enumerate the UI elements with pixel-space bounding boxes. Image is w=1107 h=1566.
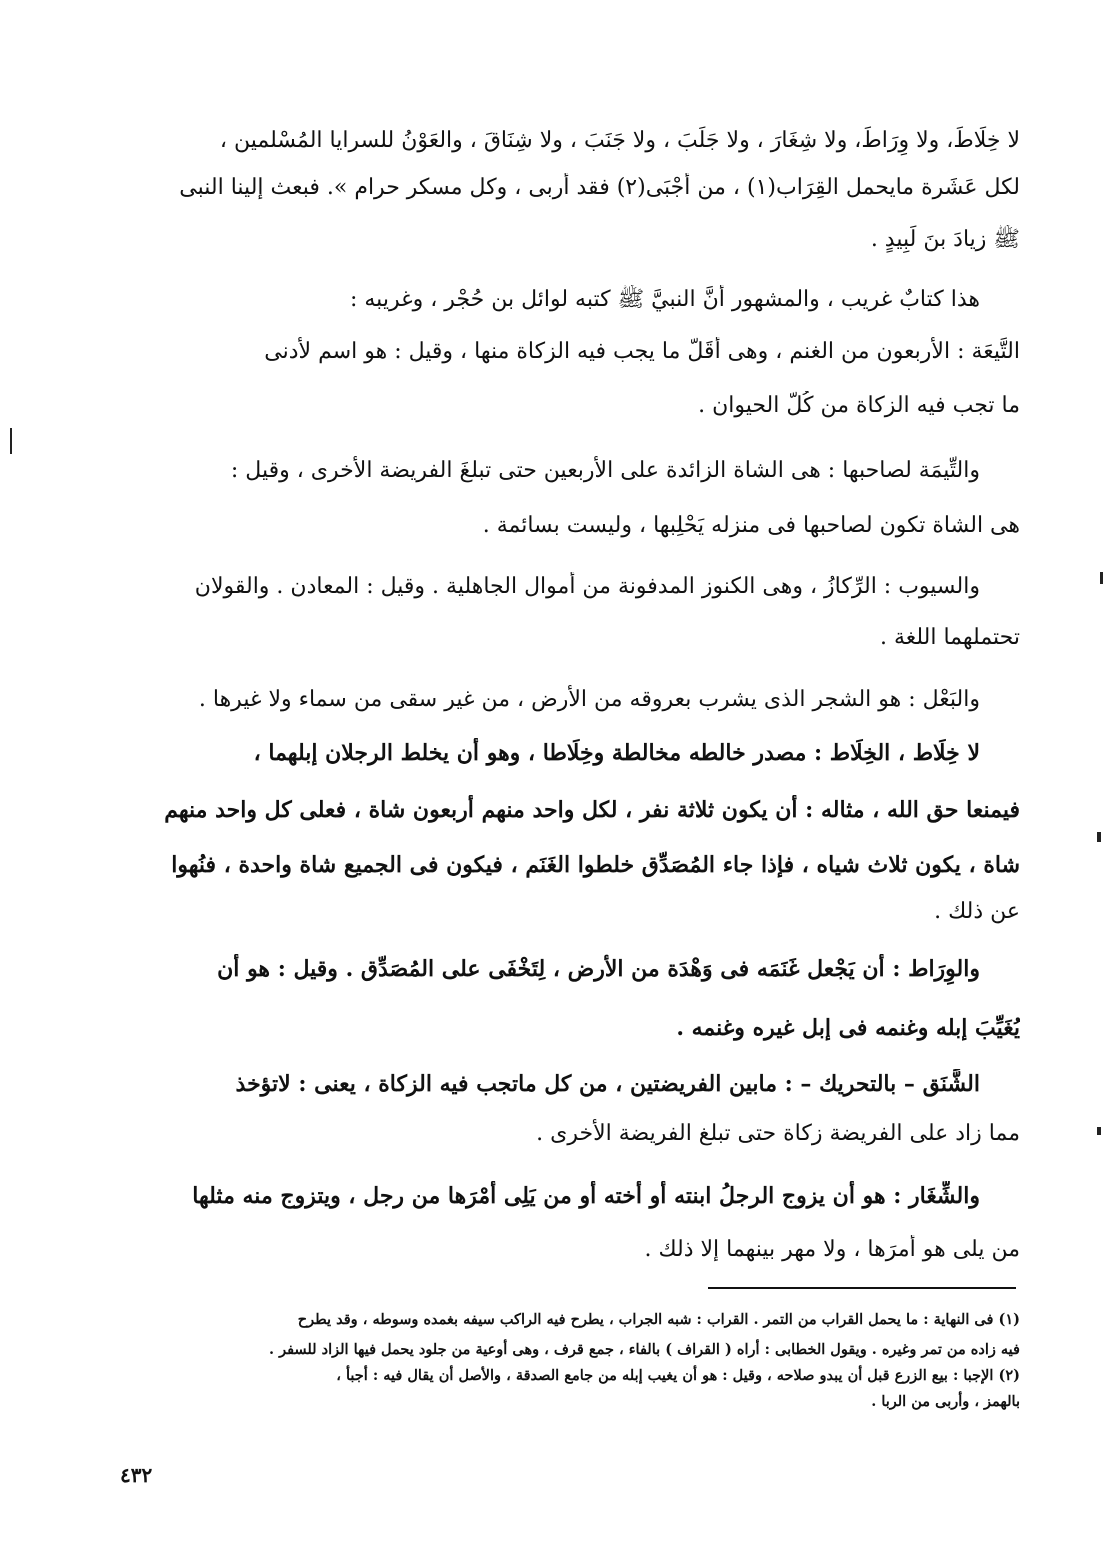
- text-line: هذا كتابٌ غريب ، والمشهور أنَّ النبيَّ ﷺ كتبه لوائل بن حُجْر ، وغريبه :: [349, 287, 980, 312]
- margin-mark: [1097, 1127, 1101, 1135]
- text-line: التَّيعَة : الأربعون من الغنم ، وهى أقَلّ ما يجب فيه الزكاة منها ، وقيل : هو اسم لأدنى: [264, 339, 1020, 364]
- footnote-divider: [708, 1287, 1016, 1289]
- text-line: فيمنعا حق الله ، مثاله : أن يكون ثلاثة نفر ، لكل واحد منهم أربعون شاة ، فعلى كل واحد منهم: [164, 797, 1020, 823]
- text-line: لا خِلَاط ، الخِلَاط : مصدر خالطه مخالطة وخِلَاطا ، وهو أن يخلط الرجلان إبلهما ،: [253, 740, 980, 766]
- text-line: شاة ، يكون ثلاث شياه ، فإذا جاء المُصَدِّق خلطوا الغَنَم ، فيكون فى الجميع شاة واحدة ، فنُهوا: [171, 852, 1020, 878]
- text-line: لكل عَشَرة مايحمل القِرَاب(١) ، من أجْبَى(٢) فقد أربى ، وكل مسكر حرام ». فبعث إلينا النبى: [179, 175, 1020, 200]
- footnote-line: بالهمز ، وأربى من الربا .: [871, 1393, 1020, 1410]
- page-number: ٤٣٢: [120, 1463, 153, 1487]
- footnote-line: (٢) الإجبا : بيع الزرع قبل أن يبدو صلاحه ، وقيل : هو أن يغيب إبله من جامع الصدقة ، والأصل أن يقال فيه : أجبأ ،: [336, 1367, 1020, 1384]
- text-line: يُغَيِّبَ إبله وغنمه فى إبل غيره وغنمه .: [676, 1015, 1020, 1041]
- text-line: مما زاد على الفريضة زكاة حتى تبلغ الفريضة الأخرى .: [536, 1121, 1020, 1146]
- text-line: والسيوب : الرِّكازُ ، وهى الكنوز المدفونة من أموال الجاهلية . وقيل : المعادن . والقولان: [194, 574, 980, 599]
- footnote-line: فيه زاده من تمر وغيره . ويقول الخطابى : أراه ( القراف ) بالفاء ، جمع قرف ، وهى أوعية من جلود يحمل فيها الزاد للسفر .: [268, 1341, 1020, 1358]
- margin-mark: [1097, 832, 1101, 842]
- footnote-line: (١) فى النهاية : ما يحمل القراب من التمر . القراب : شبه الجراب ، يطرح فيه الراكب سيفه بغمده وسوطه ، وقد يطرح: [297, 1311, 1020, 1328]
- text-line: ما تجب فيه الزكاة من كُلّ الحيوان .: [698, 393, 1020, 418]
- text-line: والشِّغَار : هو أن يزوج الرجلُ ابنته أو أخته أو من يَلِى أمْرَها من رجل ، ويتزوج منه مثلها: [192, 1183, 980, 1209]
- text-line: والوِرَاط : أن يَجْعل غَنَمَه فى وَهْدَة من الأرض ، لِتَخْفَى على المُصَدِّق . وقيل : هو أن: [217, 956, 980, 982]
- text-line: لا خِلَاطَ، ولا وِرَاطَ، ولا شِغَارَ ، ولا جَلَبَ ، ولا جَنَبَ ، ولا شِنَاقَ ، والعَوْنُ للسرايا المُسْلمين ،: [219, 128, 1020, 153]
- margin-mark: [1100, 572, 1103, 584]
- text-line: والتِّيمَة لصاحبها : هى الشاة الزائدة على الأربعين حتى تبلغَ الفريضة الأخرى ، وقيل :: [230, 458, 980, 483]
- text-line: هى الشاة تكون لصاحبها فى منزله يَحْلِبها ، وليست بسائمة .: [482, 513, 1020, 538]
- text-line: ﷺ زيادَ بنَ لَبِيدٍ .: [870, 227, 1020, 252]
- margin-mark: [10, 428, 12, 454]
- text-line: من يلى هو أمرَها ، ولا مهر بينهما إلا ذلك .: [644, 1237, 1020, 1262]
- text-line: عن ذلك .: [934, 899, 1020, 924]
- text-line: تحتملهما اللغة .: [879, 625, 1020, 650]
- text-line: والبَعْل : هو الشجر الذى يشرب بعروقه من الأرض ، من غير سقى من سماء ولا غيرها .: [198, 687, 980, 712]
- text-line: الشَّنَق – بالتحريك – : مابين الفريضتين ، من كل ماتجب فيه الزكاة ، يعنى : لاتؤخذ: [235, 1071, 980, 1097]
